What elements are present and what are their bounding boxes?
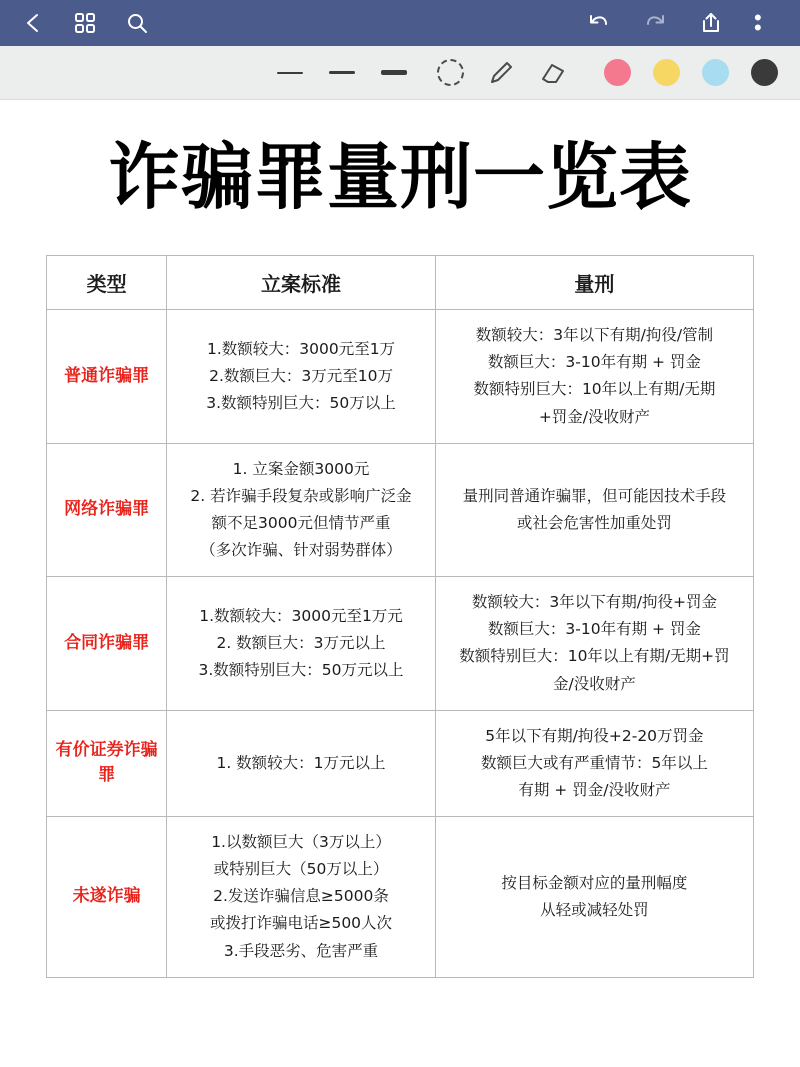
standard-line: 1.以数额巨大（3万以上） (211, 833, 391, 852)
standard-line: 或拨打诈骗电话≥500人次 (209, 914, 393, 933)
grid-icon[interactable] (72, 10, 98, 36)
standard-line: 1. 立案金额3000元 (232, 459, 370, 478)
row-type: 有价证券诈骗罪 (47, 710, 167, 816)
sentence-line: 数额较大：3年以下有期/拘役/管制 (475, 326, 714, 345)
table-body (47, 310, 754, 978)
standard-line: 2.发送诈骗信息≥5000条 (213, 887, 389, 906)
swatch-black[interactable] (751, 59, 778, 86)
sentence-line: +罚金/没收财产 (538, 407, 651, 426)
row-sentence (435, 817, 753, 978)
swatch-pink[interactable] (604, 59, 631, 86)
row-sentence (435, 310, 753, 444)
header-sentence: 量刑 (435, 256, 753, 310)
swatch-yellow[interactable] (653, 59, 680, 86)
swatch-blue[interactable] (702, 59, 729, 86)
sentence-line: 从轻或减轻处罚 (540, 900, 649, 919)
standard-line: 2. 若诈骗手段复杂或影响广泛金 (190, 486, 412, 505)
color-swatch-group (604, 59, 778, 86)
standard-line: 1. 数额较大：1万元以上 (216, 753, 386, 772)
top-navbar (0, 0, 800, 46)
sentence-line: 数额巨大或有严重情节：5年以上 (480, 753, 708, 772)
row-sentence (435, 710, 753, 816)
standard-line: （多次诈骗、针对弱势群体） (200, 541, 402, 560)
stroke-thin-button[interactable] (277, 72, 303, 74)
row-standard (167, 310, 436, 444)
sentence-line: 数额巨大：3-10年有期 + 罚金 (487, 353, 701, 372)
table-row (47, 577, 754, 711)
table-header-row (47, 256, 754, 310)
navbar-right-group (586, 5, 780, 40)
more-options-icon[interactable]: • • (754, 5, 765, 40)
redo-icon[interactable] (642, 10, 668, 36)
search-icon[interactable] (124, 10, 150, 36)
row-type: 合同诈骗罪 (47, 577, 167, 711)
sentence-line: 有期 + 罚金/没收财产 (518, 780, 671, 799)
sentence-line: 数额巨大：3-10年有期 + 罚金 (487, 620, 701, 639)
standard-line: 2.数额巨大：3万元至10万 (209, 366, 393, 385)
sentence-line: 量刑同普通诈骗罪，但可能因技术手段 (462, 486, 727, 505)
lasso-select-icon[interactable] (437, 59, 464, 86)
sentence-line: 金/没收财产 (553, 674, 636, 693)
header-standard: 立案标准 (167, 256, 436, 310)
undo-icon[interactable] (586, 10, 612, 36)
page-title (0, 100, 800, 231)
table-row (47, 443, 754, 577)
sentence-line: 5年以下有期/拘役+2-20万罚金 (485, 726, 704, 745)
page-title-red: 诈骗罪 (107, 135, 327, 219)
sentence-line: 按目标金额对应的量刑幅度 (501, 873, 688, 892)
sentence-line: 数额较大：3年以下有期/拘役+罚金 (471, 593, 717, 612)
row-standard (167, 710, 436, 816)
standard-line: 1.数额较大：3000元至1万 (206, 339, 396, 358)
standard-line: 额不足3000元但情节严重 (211, 513, 391, 532)
stroke-medium-button[interactable] (329, 71, 355, 74)
standard-line: 3.数额特别巨大：50万以上 (206, 394, 396, 412)
row-sentence (435, 577, 753, 711)
table-row (47, 817, 754, 978)
sentence-line: 数额特别巨大：10年以上有期/无期+罚 (459, 647, 730, 666)
header-type: 类型 (47, 256, 167, 310)
bottom-padding (0, 978, 800, 998)
sentencing-table (46, 255, 754, 978)
drawing-toolbar (0, 46, 800, 100)
table-row (47, 710, 754, 816)
row-standard (167, 577, 436, 711)
row-type: 未遂诈骗 (47, 817, 167, 978)
stroke-thick-button[interactable] (381, 70, 407, 75)
page-title-black: 量刑一览表 (327, 135, 693, 219)
navbar-left-group (20, 10, 150, 36)
standard-line: 3.手段恶劣、危害严重 (223, 941, 379, 960)
eraser-icon[interactable] (538, 58, 568, 88)
standard-line: 1.数额较大：3000元至1万元 (199, 606, 403, 625)
standard-line: 3.数额特别巨大：50万元以上 (198, 661, 404, 679)
row-standard (167, 817, 436, 978)
standard-line: 或特别巨大（50万以上） (213, 860, 389, 879)
table-row (47, 310, 754, 444)
row-standard (167, 443, 436, 577)
share-icon[interactable] (698, 10, 724, 36)
stroke-width-group (277, 70, 407, 75)
sentence-line: 或社会危害性加重处罚 (516, 513, 672, 532)
row-type: 网络诈骗罪 (47, 443, 167, 577)
sentencing-table-wrap (0, 231, 800, 978)
row-sentence (435, 443, 753, 577)
chevron-left-icon[interactable] (20, 10, 46, 36)
pen-icon[interactable] (486, 58, 516, 88)
standard-line: 2. 数额巨大：3万元以上 (216, 633, 386, 652)
sentence-line: 数额特别巨大：10年以上有期/无期 (473, 380, 716, 399)
row-type: 普通诈骗罪 (47, 310, 167, 444)
